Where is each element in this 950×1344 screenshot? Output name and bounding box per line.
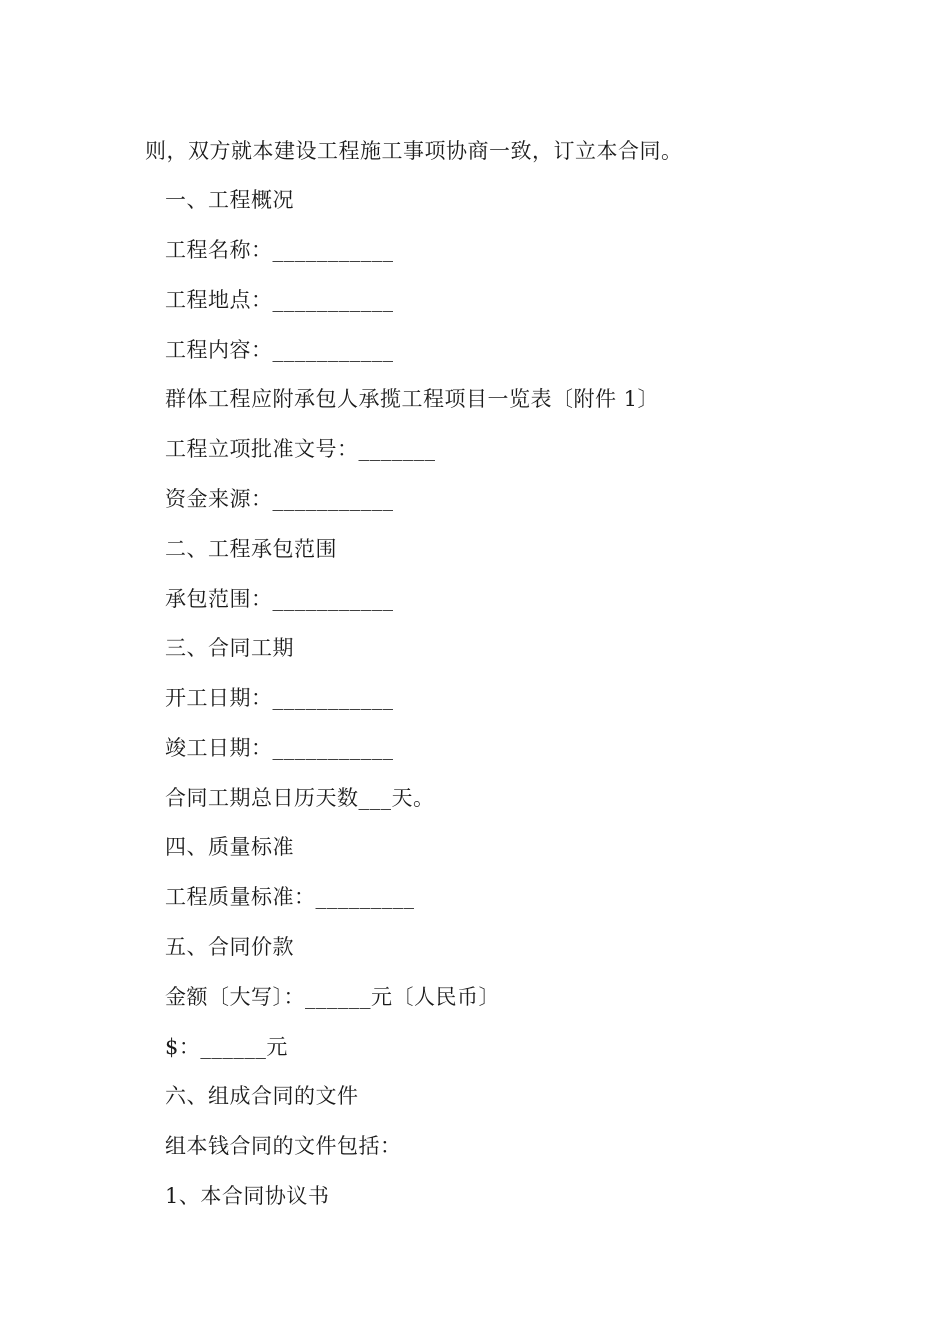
field-funding-source: 资金来源：___________	[165, 487, 394, 511]
field-total-days: 合同工期总日历天数___天。	[165, 786, 435, 810]
section-heading-project-overview: 一、工程概况	[165, 188, 294, 212]
section-heading-contract-price: 五、合同价款	[165, 935, 294, 959]
section-heading-quality: 四、质量标准	[165, 835, 294, 859]
field-start-date: 开工日期：___________	[165, 686, 394, 710]
contract-documents-intro: 组本钱合同的文件包括：	[165, 1134, 402, 1158]
field-amount-in-words: 金额〔大写〕：______元〔人民币〕	[165, 985, 500, 1009]
field-project-location: 工程地点：___________	[165, 288, 394, 312]
field-approval-number: 工程立项批准文号：_______	[165, 437, 436, 461]
field-quality-standard: 工程质量标准：_________	[165, 885, 415, 909]
field-project-name: 工程名称：___________	[165, 238, 394, 262]
field-completion-date: 竣工日期：___________	[165, 736, 394, 760]
section-heading-contract-period: 三、合同工期	[165, 636, 294, 660]
section-heading-scope: 二、工程承包范围	[165, 537, 337, 561]
contract-document-item-1: 1、本合同协议书	[165, 1184, 330, 1208]
field-project-content: 工程内容：___________	[165, 338, 394, 362]
field-amount-in-figures: $：______元	[165, 1035, 288, 1059]
field-scope: 承包范围：___________	[165, 587, 394, 611]
note-attachment-1: 群体工程应附承包人承揽工程项目一览表〔附件 1〕	[165, 387, 660, 411]
intro-paragraph-line: 则，双方就本建设工程施工事项协商一致，订立本合同。	[145, 139, 683, 163]
section-heading-contract-documents: 六、组成合同的文件	[165, 1084, 359, 1108]
